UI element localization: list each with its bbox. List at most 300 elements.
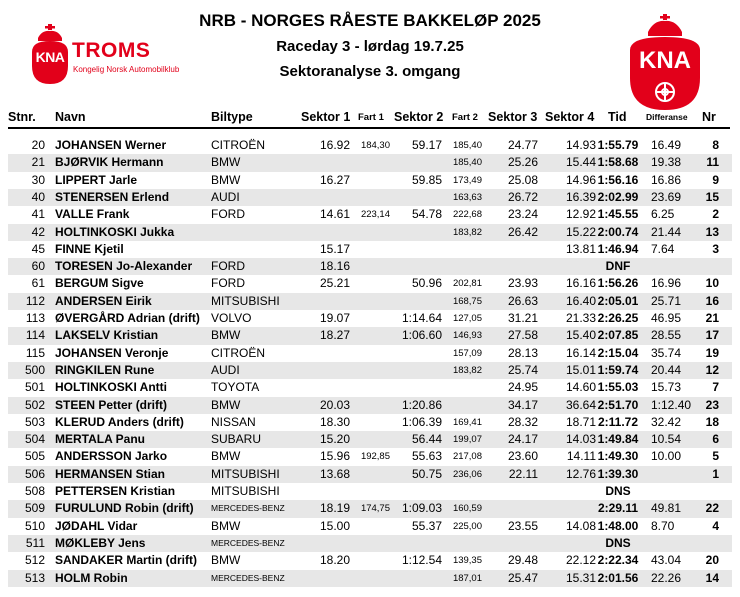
time-cell: 1:56.26: [597, 276, 639, 291]
sector3-cell: 28.13: [507, 345, 538, 360]
start-nr-cell: 504: [24, 432, 45, 447]
sector4-cell: 14.60: [565, 380, 596, 395]
time-cell: 2:01.56: [597, 570, 639, 585]
analysis-title: Sektoranalyse 3. omgang: [279, 63, 461, 80]
time-cell: DNF: [605, 259, 631, 274]
sector1-cell: [268, 379, 350, 396]
car-cell: MITSUBISHI: [211, 293, 280, 308]
diff-cell: 19.38: [651, 155, 682, 170]
speed1-cell: [350, 535, 390, 552]
table-row: [8, 570, 732, 587]
speed1-cell: [350, 518, 390, 535]
start-nr-cell: 61: [31, 276, 45, 291]
sector1-cell: 15.00: [319, 518, 350, 533]
col-header-time: Tid: [608, 110, 627, 124]
diff-cell: 32.42: [651, 414, 682, 429]
table-row: [8, 414, 732, 431]
col-header-speed1: Fart 1: [358, 112, 384, 123]
start-nr-cell: 45: [31, 241, 45, 256]
table-row: [8, 466, 732, 483]
sector1-cell: [268, 224, 350, 241]
speed1-cell: 174,75: [360, 503, 390, 515]
driver-name-cell: STEEN Petter (drift): [55, 397, 168, 412]
position-cell: 5: [712, 449, 719, 464]
table-row: [8, 241, 732, 258]
time-cell: DNS: [605, 535, 631, 550]
sector3-cell: 31.21: [507, 311, 538, 325]
speed1-cell: [350, 224, 390, 241]
speed2-cell: [442, 535, 482, 552]
kna-troms-logo: [30, 22, 180, 92]
sector4-cell: 13.81: [565, 241, 596, 256]
diff-cell: 6.25: [651, 207, 675, 222]
sector4-cell: 14.03: [565, 432, 596, 447]
driver-name-cell: ANDERSEN Eirik: [55, 293, 152, 308]
speed2-cell: 139,35: [452, 555, 482, 567]
sector2-cell: [390, 570, 442, 587]
sector3-cell: 24.95: [507, 380, 538, 395]
sector4-cell: 12.76: [565, 466, 596, 481]
col-header-sector3: Sektor 3: [488, 110, 538, 124]
driver-name-cell: MØKLEBY Jens: [55, 535, 146, 550]
speed1-cell: [350, 552, 390, 569]
speed2-cell: 160,59: [452, 503, 482, 515]
start-nr-cell: 500: [24, 362, 45, 377]
car-cell: FORD: [211, 207, 245, 222]
speed1-cell: [350, 379, 390, 396]
sector4-cell: 36.64: [565, 397, 596, 412]
sector4-cell: 16.39: [565, 189, 596, 204]
car-cell: MERCEDES-BENZ: [211, 572, 285, 583]
car-cell: CITROËN: [211, 138, 265, 152]
start-nr-cell: 511: [25, 535, 45, 550]
diff-cell: 28.55: [651, 328, 682, 343]
sector1-cell: [268, 154, 350, 171]
driver-name-cell: JOHANSEN Werner: [55, 138, 167, 152]
position-cell: 3: [712, 241, 719, 256]
time-cell: 1:45.55: [597, 207, 639, 222]
start-nr-cell: 503: [24, 414, 45, 429]
speed1-cell: [350, 414, 390, 431]
sector2-cell: [390, 345, 442, 362]
col-header-sector2: Sektor 2: [394, 110, 444, 124]
table-row: [8, 483, 732, 500]
driver-name-cell: MERTALA Panu: [55, 432, 145, 447]
position-cell: 10: [705, 276, 719, 291]
start-nr-cell: 115: [25, 345, 45, 360]
start-nr-cell: 21: [31, 155, 45, 170]
time-cell: 2:26.25: [597, 311, 639, 325]
sector1-cell: 18.27: [319, 328, 350, 343]
table-row: [8, 327, 732, 344]
start-nr-cell: 20: [31, 138, 45, 152]
car-cell: AUDI: [211, 362, 240, 377]
position-cell: 18: [705, 414, 719, 429]
sector2-cell: [390, 362, 442, 379]
table-row: [8, 518, 732, 535]
speed2-cell: 183,82: [452, 226, 482, 238]
table-row: [8, 431, 732, 448]
start-nr-cell: 512: [24, 553, 45, 568]
page-title: NRB - NORGES RÅESTE BAKKELØP 2025: [199, 11, 541, 30]
time-cell: 2:07.85: [597, 328, 639, 343]
time-cell: DNS: [605, 484, 631, 498]
sector1-cell: 15.20: [319, 432, 350, 447]
sector3-cell: [482, 241, 538, 258]
sector4-cell: 15.44: [565, 155, 596, 170]
table-row: [8, 189, 732, 206]
speed2-cell: 236,06: [452, 468, 482, 480]
sector1-cell: 18.16: [319, 259, 350, 274]
speed2-cell: 185,40: [452, 157, 482, 169]
sector2-cell: [390, 224, 442, 241]
sector1-cell: [268, 483, 350, 500]
position-cell: [697, 535, 719, 552]
sector4-cell: 14.96: [565, 172, 596, 187]
diff-cell: 1:12.40: [651, 397, 692, 412]
diff-cell: 16.96: [651, 276, 682, 291]
time-cell: 1:56.16: [597, 172, 639, 187]
speed1-cell: [350, 310, 390, 327]
diff-cell: 46.95: [651, 311, 682, 325]
car-cell: CITROËN: [211, 345, 265, 360]
diff-cell: 23.69: [651, 189, 682, 204]
sector3-cell: 23.93: [507, 276, 538, 291]
time-cell: 2:11.72: [597, 414, 639, 429]
position-cell: 20: [705, 553, 719, 568]
col-header-diff: Differanse: [646, 112, 688, 122]
driver-name-cell: HERMANSEN Stian: [55, 466, 166, 481]
col-header-car: Biltype: [211, 110, 253, 124]
speed1-cell: [350, 275, 390, 292]
driver-name-cell: HOLTINKOSKI Jukka: [55, 224, 175, 239]
sector3-cell: 26.72: [507, 189, 538, 204]
diff-cell: 35.74: [651, 345, 682, 360]
sector4-cell: 22.12: [565, 553, 596, 568]
sector1-cell: [268, 535, 350, 552]
position-cell: 1: [712, 466, 719, 481]
sector4-cell: 14.93: [565, 138, 596, 152]
table-row: [8, 154, 732, 171]
driver-name-cell: JØDAHL Vidar: [55, 518, 138, 533]
diff-cell: 43.04: [651, 553, 682, 568]
driver-name-cell: BERGUM Sigve: [55, 276, 144, 291]
driver-name-cell: RINGKILEN Rune: [55, 362, 155, 377]
sector4-cell: 21.33: [565, 311, 596, 325]
table-row: [8, 293, 732, 310]
diff-cell: 25.71: [651, 293, 682, 308]
driver-name-cell: BJØRVIK Hermann: [55, 155, 164, 170]
car-cell: BMW: [211, 172, 241, 187]
sector2-cell: [390, 483, 442, 500]
diff-cell: 16.86: [651, 172, 682, 187]
page-subtitle: Raceday 3 - lørdag 19.7.25: [276, 38, 464, 55]
table-row: [8, 275, 732, 292]
diff-cell: 21.44: [651, 224, 682, 239]
sector2-cell: [390, 535, 442, 552]
col-header-name: Navn: [55, 110, 86, 124]
driver-name-cell: JOHANSEN Veronje: [55, 345, 169, 360]
sector1-cell: [268, 189, 350, 206]
diff-cell: 10.54: [651, 432, 682, 447]
driver-name-cell: KLERUD Anders (drift): [55, 414, 184, 429]
start-nr-cell: 40: [31, 189, 45, 204]
position-cell: 11: [706, 155, 719, 170]
position-cell: 15: [705, 189, 719, 204]
sector3-cell: 25.74: [507, 362, 538, 377]
speed2-cell: 157,09: [452, 347, 482, 359]
sector3-cell: [482, 483, 538, 500]
diff-cell: 16.49: [651, 138, 682, 152]
kna-region-label: TROMS: [72, 39, 151, 62]
car-cell: BMW: [211, 328, 241, 343]
position-cell: 2: [712, 207, 719, 222]
position-cell: 6: [712, 432, 719, 447]
position-cell: 4: [712, 518, 719, 533]
start-nr-cell: 30: [31, 172, 45, 187]
speed1-cell: [350, 345, 390, 362]
col-header-pos: Nr: [702, 110, 716, 124]
sector1-cell: [268, 345, 350, 362]
position-cell: 7: [712, 380, 719, 395]
speed2-cell: [442, 483, 482, 500]
sector1-cell: 18.20: [319, 553, 350, 568]
sector3-cell: [482, 258, 538, 275]
table-row: [8, 535, 732, 552]
position-cell: 13: [705, 224, 719, 239]
time-cell: 1:49.84: [597, 432, 639, 447]
diff-cell: 8.70: [651, 518, 675, 533]
sector4-cell: [538, 258, 596, 275]
speed2-cell: [442, 397, 482, 414]
sector3-cell: 25.08: [507, 172, 538, 187]
diff-cell: 49.81: [651, 501, 682, 516]
position-cell: 23: [705, 397, 719, 412]
table-row: [8, 397, 732, 414]
sector2-cell: [390, 189, 442, 206]
table-row: [8, 345, 732, 362]
speed2-cell: 199,07: [452, 434, 482, 446]
header-divider: [8, 127, 730, 129]
speed1-cell: [350, 397, 390, 414]
time-cell: 1:48.00: [597, 518, 639, 533]
start-nr-cell: 114: [25, 328, 45, 343]
position-cell: [697, 483, 719, 500]
sector4-cell: 15.01: [565, 362, 596, 377]
car-cell: BMW: [211, 449, 241, 464]
sector1-cell: 16.27: [319, 172, 350, 187]
sector1-cell: 15.17: [319, 241, 350, 256]
diff-cell: 20.44: [651, 362, 682, 377]
driver-name-cell: HOLTINKOSKI Antti: [55, 380, 167, 395]
sector1-cell: 20.03: [319, 397, 350, 412]
speed2-cell: 217,08: [452, 451, 482, 463]
speed1-cell: [350, 189, 390, 206]
speed1-cell: [350, 362, 390, 379]
sector4-cell: [538, 535, 596, 552]
sector3-cell: [482, 535, 538, 552]
time-cell: 1:58.68: [597, 155, 639, 170]
speed2-cell: 222,68: [452, 209, 482, 221]
speed1-cell: [350, 483, 390, 500]
sector1-cell: 16.92: [319, 138, 350, 152]
start-nr-cell: 502: [24, 397, 45, 412]
speed1-cell: [350, 293, 390, 310]
kna-org-label: Kongelig Norsk Automobilklub: [73, 65, 180, 74]
position-cell: 9: [712, 172, 719, 187]
car-cell: MERCEDES-BENZ: [211, 537, 285, 548]
table-row: [8, 552, 732, 569]
sector4-cell: [538, 500, 596, 517]
sector4-cell: 14.11: [566, 449, 596, 464]
sector2-cell: [390, 258, 442, 275]
sector2-cell: 50.75: [411, 466, 442, 481]
sector2-cell: 59.17: [411, 138, 442, 152]
sector3-cell: [482, 500, 538, 517]
sector2-cell: 1:09.03: [401, 501, 442, 516]
sector1-cell: 19.07: [319, 311, 350, 325]
sector2-cell: 1:12.54: [401, 553, 442, 568]
speed2-cell: 202,81: [452, 278, 482, 290]
speed2-cell: 127,05: [452, 313, 482, 324]
car-cell: AUDI: [211, 189, 240, 204]
speed2-cell: [442, 379, 482, 396]
sector3-cell: 23.24: [507, 207, 538, 222]
sector3-cell: 26.63: [507, 293, 538, 308]
car-cell: BMW: [211, 553, 241, 568]
sector3-cell: 24.17: [507, 432, 538, 447]
time-cell: 2:51.70: [597, 397, 639, 412]
col-header-speed2: Fart 2: [452, 112, 478, 123]
position-cell: 16: [705, 293, 719, 308]
speed1-cell: [350, 466, 390, 483]
sector4-cell: 15.40: [565, 328, 596, 343]
kna-left-abbr: KNA: [35, 49, 65, 65]
speed2-cell: 163,63: [452, 191, 482, 203]
speed1-cell: 192,85: [360, 451, 390, 463]
sector3-cell: 25.47: [507, 570, 538, 585]
kna-right-abbr: KNA: [639, 47, 691, 74]
sector3-cell: 27.58: [507, 328, 538, 343]
col-header-sector4: Sektor 4: [545, 110, 595, 124]
driver-name-cell: FURULUND Robin (drift): [55, 501, 194, 516]
sector1-cell: [268, 293, 350, 310]
table-row: [8, 448, 732, 465]
sector4-cell: [538, 483, 596, 500]
position-cell: 12: [705, 362, 719, 377]
sector3-cell: 26.42: [507, 224, 538, 239]
time-cell: 2:29.11: [597, 501, 639, 516]
sector3-cell: 25.26: [507, 155, 538, 170]
sector3-cell: 23.60: [507, 449, 538, 464]
time-cell: 1:55.03: [597, 380, 639, 395]
speed2-cell: 185,40: [452, 140, 482, 151]
start-nr-cell: 113: [25, 311, 45, 325]
start-nr-cell: 508: [24, 484, 45, 498]
car-cell: TOYOTA: [211, 380, 260, 395]
car-cell: SUBARU: [211, 432, 262, 447]
sector2-cell: 55.37: [411, 518, 442, 533]
sector2-cell: 59.85: [411, 172, 442, 187]
driver-name-cell: HOLM Robin: [55, 570, 128, 585]
position-cell: 22: [705, 501, 719, 516]
speed1-cell: [350, 241, 390, 258]
sector1-cell: 14.61: [319, 207, 350, 222]
car-cell: BMW: [211, 397, 241, 412]
driver-name-cell: VALLE Frank: [55, 207, 130, 222]
position-cell: 21: [705, 311, 719, 325]
sector2-cell: [390, 293, 442, 310]
time-cell: 2:05.01: [597, 293, 639, 308]
sector2-cell: 54.78: [411, 207, 442, 222]
start-nr-cell: 501: [24, 380, 45, 395]
sector1-cell: 18.19: [319, 501, 350, 516]
speed2-cell: 183,82: [452, 364, 482, 376]
speed1-cell: [350, 258, 390, 275]
sector4-cell: 16.14: [565, 345, 596, 360]
sector3-cell: 24.77: [507, 138, 538, 152]
start-nr-cell: 42: [31, 224, 45, 239]
driver-name-cell: SANDAKER Martin (drift): [55, 553, 197, 568]
car-cell: VOLVO: [211, 311, 252, 325]
sector3-cell: 23.55: [507, 518, 538, 533]
diff-cell: 15.73: [651, 380, 682, 395]
position-cell: 19: [705, 345, 719, 360]
speed2-cell: 168,75: [452, 295, 482, 307]
driver-name-cell: ANDERSSON Jarko: [55, 449, 168, 464]
speed1-cell: 184,30: [360, 140, 390, 151]
sector1-cell: 18.30: [319, 414, 350, 429]
speed2-cell: 187,01: [452, 572, 482, 584]
driver-name-cell: FINNE Kjetil: [55, 241, 124, 256]
sector3-cell: 29.48: [507, 553, 538, 568]
car-cell: FORD: [211, 259, 245, 274]
sector4-cell: 16.40: [565, 293, 596, 308]
time-cell: 1:39.30: [597, 466, 639, 481]
car-cell: BMW: [211, 155, 241, 170]
sector2-cell: 1:06.60: [401, 328, 442, 343]
time-cell: 2:02.99: [597, 189, 639, 204]
start-nr-cell: 60: [31, 259, 45, 274]
start-nr-cell: 513: [24, 570, 45, 585]
sector4-cell: 15.22: [565, 224, 596, 239]
sector4-cell: 16.16: [565, 276, 596, 291]
col-header-start-nr: Stnr.: [8, 110, 36, 124]
car-cell: NISSAN: [211, 414, 256, 429]
driver-name-cell: STENERSEN Erlend: [55, 189, 170, 204]
col-header-sector1: Sektor 1: [301, 110, 351, 124]
time-cell: 1:46.94: [597, 241, 639, 256]
diff-cell: 22.26: [651, 570, 682, 585]
sector3-cell: 22.11: [508, 466, 538, 481]
sector3-cell: 34.17: [507, 397, 538, 412]
diff-cell: 7.64: [651, 241, 675, 256]
table-row: [8, 258, 732, 275]
position-cell: 14: [705, 570, 719, 585]
sector4-cell: 12.92: [565, 207, 596, 222]
table-row: [8, 500, 732, 517]
position-cell: 8: [712, 138, 719, 152]
speed2-cell: 146,93: [452, 330, 482, 342]
table-row: [8, 362, 732, 379]
position-cell: 17: [705, 328, 719, 343]
sector4-cell: 18.71: [565, 414, 596, 429]
sector4-cell: 14.08: [565, 518, 596, 533]
start-nr-cell: 112: [25, 293, 45, 308]
time-cell: 2:00.74: [597, 224, 639, 239]
car-cell: MITSUBISHI: [211, 484, 280, 498]
start-nr-cell: 505: [24, 449, 45, 464]
